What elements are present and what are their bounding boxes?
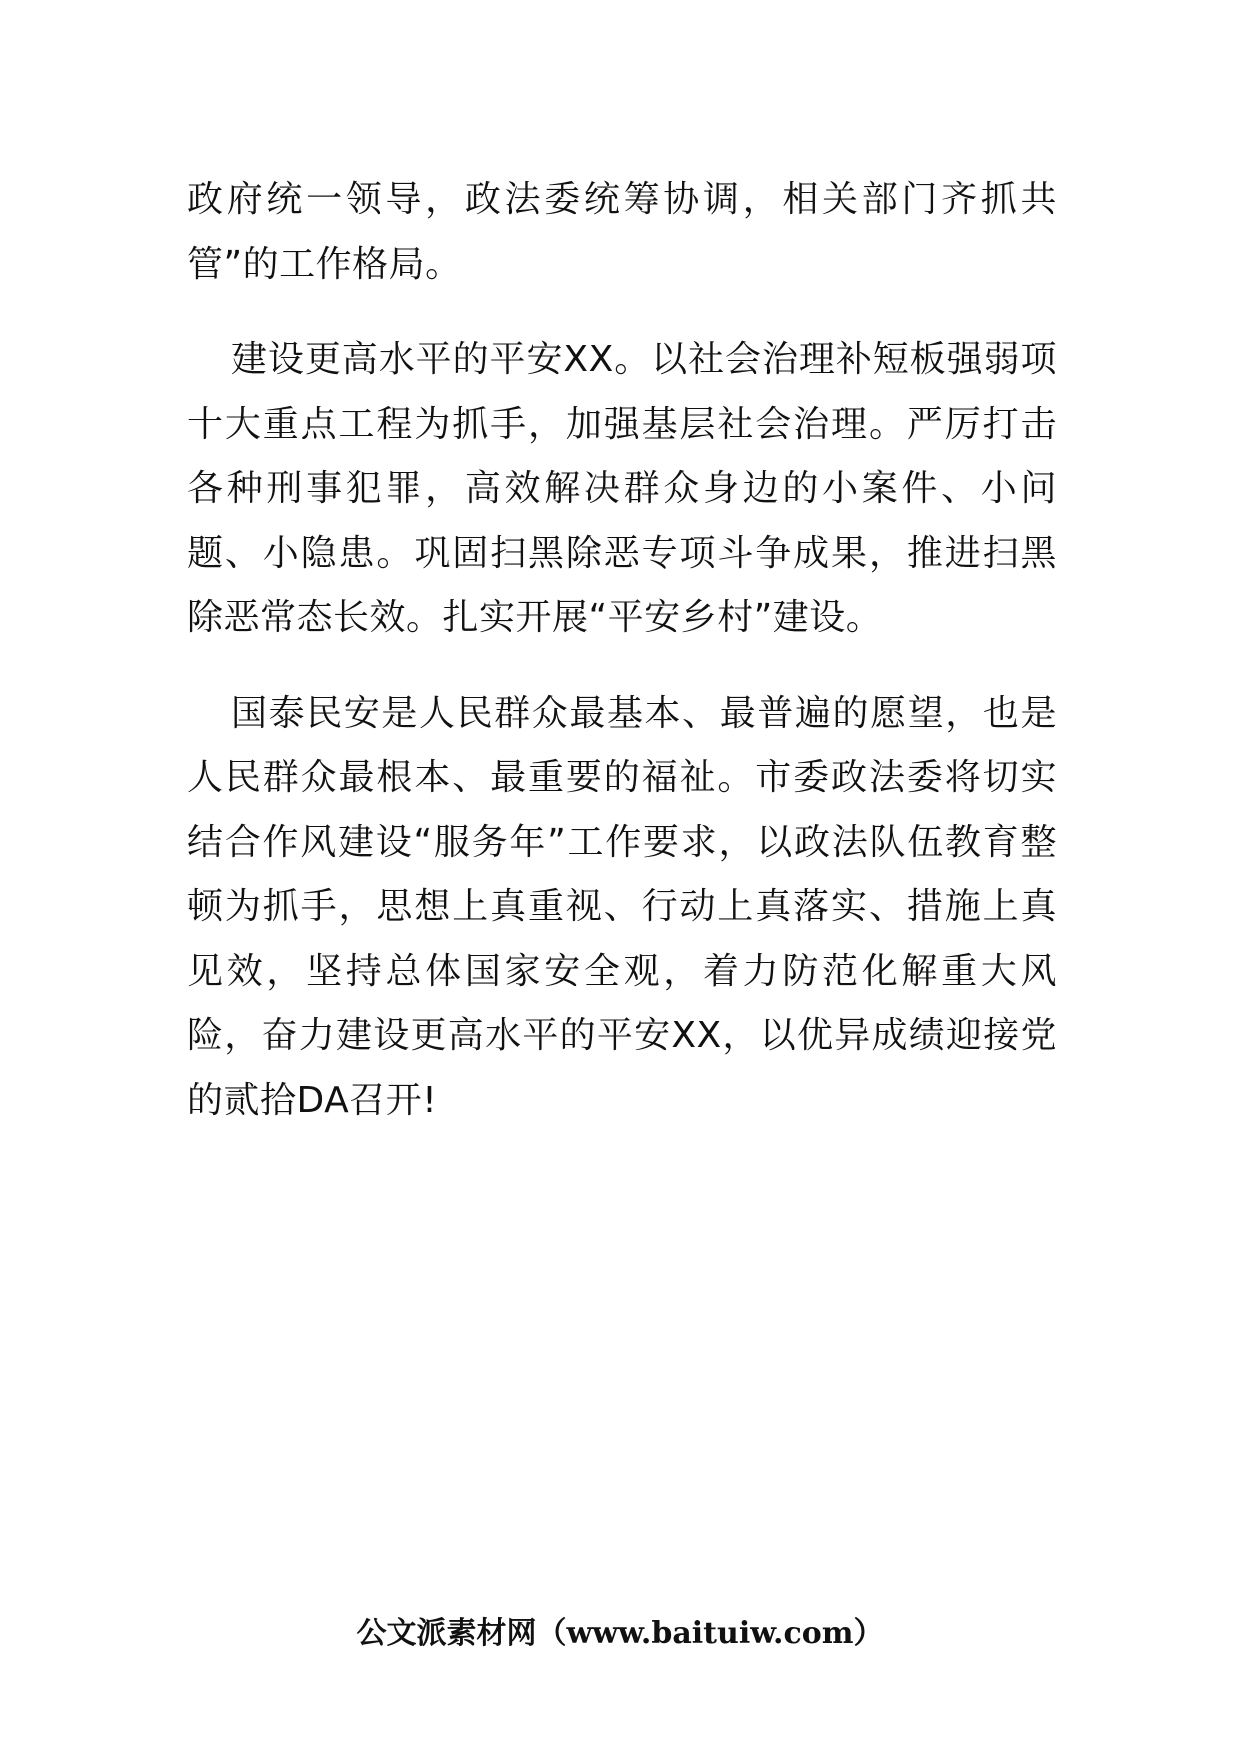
paragraph-continued: 政府统一领导，政法委统筹协调，相关部门齐抓共管”的工作格局。: [187, 179, 1057, 285]
document-body: [187, 168, 1057, 1164]
paragraph-safe-xx: 建设更高水平的平安XX。以社会治理补短板强弱项十大重点工程为抓手，加强基层社会治理。严厉打击各种刑事犯罪，高效解决群众身边的小案件、小问题、小隐患。巩固扫黑除恶专项斗争成果，推进扫黑除恶常态长效。扎实开展“平安乡村”建设。: [187, 339, 1057, 638]
footer-source-text: 公文派素材网（www.baituiw.com）: [356, 1616, 884, 1651]
paragraph-conclusion: 国泰民安是人民群众最基本、最普遍的愿望，也是人民群众最根本、最重要的福祉。市委政法委将切实结合作风建设“服务年”工作要求，以政法队伍教育整顿为抓手，思想上真重视、行动上真落实、措施上真见效，坚持总体国家安全观，着力防范化解重大风险，奋力建设更高水平的平安XX，以优异成绩迎接党的贰拾DA召开!: [187, 692, 1057, 1121]
